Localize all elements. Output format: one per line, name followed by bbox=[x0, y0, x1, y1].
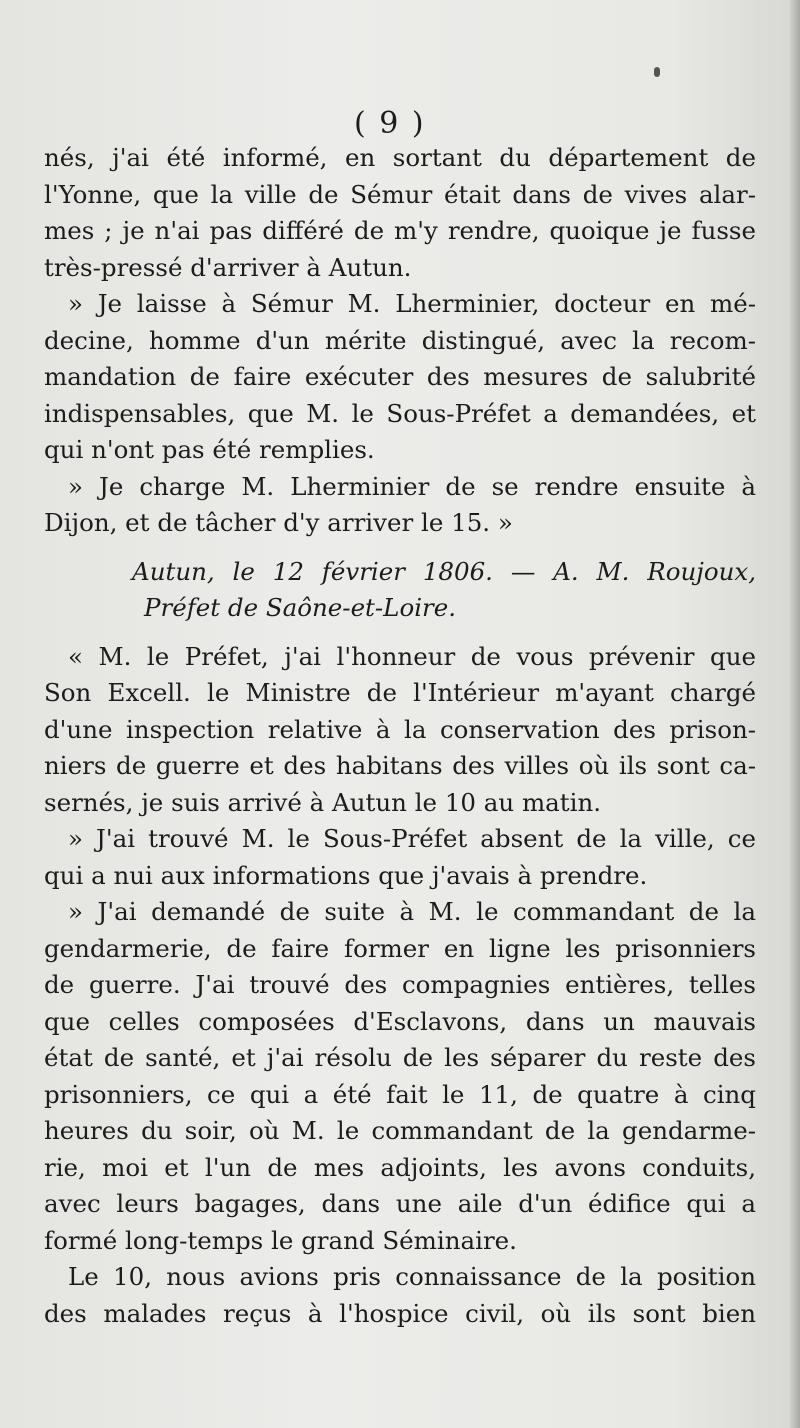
text-line: niers de guerre et des habitans des villes où ils sont ca- bbox=[44, 751, 756, 780]
text-line: qui a nui aux informations que j'avais à prendre. bbox=[44, 860, 648, 890]
text-line: des malades reçus à l'hospice civil, où ils sont bien bbox=[44, 1298, 756, 1328]
text-line: indispensables, que M. le Sous-Préfet a demandées, et bbox=[44, 398, 756, 428]
text-line: prisonniers, ce qui a été fait le 11, de quatre à cinq bbox=[44, 1079, 756, 1109]
text-line: formé long-temps le grand Séminaire. bbox=[44, 1225, 517, 1255]
ink-speck bbox=[654, 67, 660, 77]
text-line: nés, j'ai été informé, en sortant du département de bbox=[44, 143, 756, 172]
text-line: » J'ai trouvé M. le Sous-Préfet absent de la ville, ce bbox=[68, 824, 756, 853]
body-text bbox=[44, 140, 756, 1332]
text-line: » J'ai demandé de suite à M. le commandant de la bbox=[68, 897, 756, 926]
text-line: l'Yonne, que la ville de Sémur était dans de vives alar- bbox=[44, 179, 756, 209]
text-line: « M. le Préfet, j'ai l'honneur de vous prévenir que bbox=[68, 641, 756, 671]
page-number: ( 9 ) bbox=[354, 106, 426, 141]
text-line: de guerre. J'ai trouvé des compagnies entières, telles bbox=[44, 970, 756, 999]
text-line: decine, homme d'un mérite distingué, avec la recom- bbox=[44, 325, 756, 355]
text-line: sernés, je suis arrivé à Autun le 10 au matin. bbox=[44, 787, 602, 817]
text-line: que celles composées d'Esclavons, dans un mauvais bbox=[44, 1006, 756, 1036]
text-line: Son Excell. le Ministre de l'Intérieur m'ayant chargé bbox=[44, 678, 756, 707]
text-line: état de santé, et j'ai résolu de les séparer du reste des bbox=[44, 1043, 756, 1072]
text-line: Dijon, et de tâcher d'y arriver le 15. » bbox=[44, 508, 513, 537]
text-line: » Je laisse à Sémur M. Lherminier, docteur en mé- bbox=[68, 289, 756, 318]
text-line: Le 10, nous avions pris connaissance de la position bbox=[68, 1262, 756, 1291]
text-line: très-pressé d'arriver à Autun. bbox=[44, 252, 412, 282]
signature-title: Préfet de Saône-et-Loire. bbox=[144, 593, 457, 622]
text-line: rie, moi et l'un de mes adjoints, les avons conduits, bbox=[44, 1152, 756, 1182]
text-line: d'une inspection relative à la conservation des prison- bbox=[44, 714, 756, 744]
text-line: mandation de faire exécuter des mesures de salubrité bbox=[44, 362, 756, 391]
text-line: qui n'ont pas été remplies. bbox=[44, 435, 375, 464]
page-edge-shadow bbox=[790, 0, 800, 1428]
text-line: gendarmerie, de faire former en ligne les prisonniers bbox=[44, 933, 756, 963]
text-line: avec leurs bagages, dans une aile d'un édifice qui a bbox=[44, 1189, 756, 1218]
text-line: mes ; je n'ai pas différé de m'y rendre, quoique je fusse bbox=[44, 216, 756, 245]
signature-line: Autun, le 12 février 1806. — A. M. Roujoux, bbox=[132, 556, 756, 586]
text-line: heures du soir, où M. le commandant de la gendarme- bbox=[44, 1116, 756, 1145]
text-line: » Je charge M. Lherminier de se rendre ensuite à bbox=[68, 471, 756, 501]
